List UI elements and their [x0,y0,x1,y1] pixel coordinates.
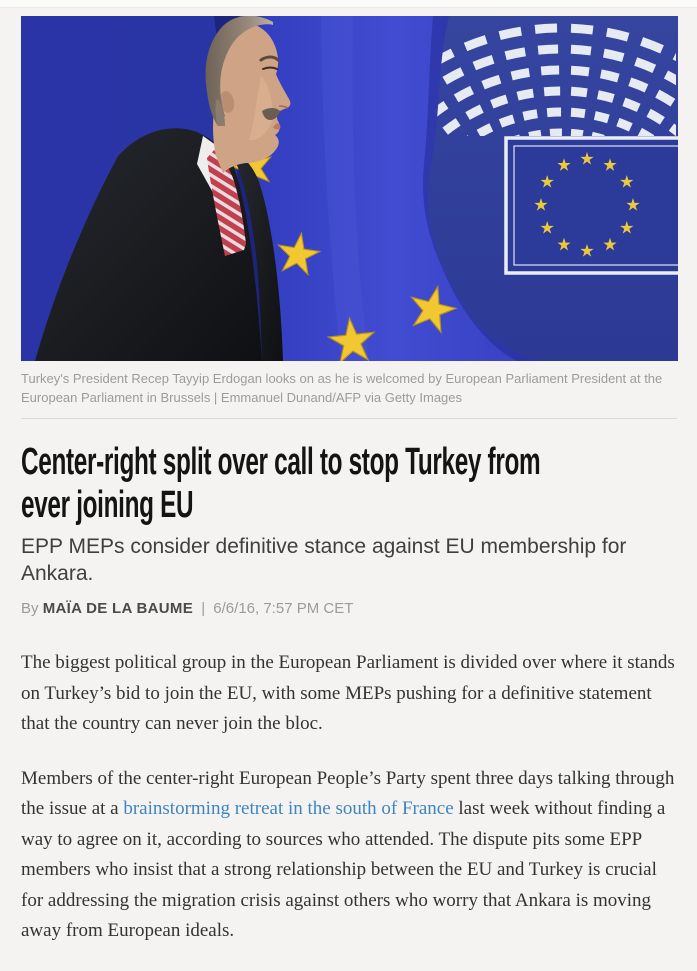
article-subhead [21,533,677,587]
byline-datetime: 6/6/16, 7:57 PM CET [213,600,354,617]
byline-separator: | [201,600,206,617]
hero-image [21,16,678,361]
article-body [21,648,677,947]
byline-prefix: By [21,600,39,617]
subhead-line-1: EPP MEPs consider definitive stance against EU membership for [21,535,627,558]
caption-divider [21,418,677,419]
retreat-link[interactable]: brainstorming retreat in the south of France [123,798,454,819]
byline [21,600,677,617]
subhead-line-2: Ankara. [21,562,94,585]
paragraph-2-after-link: last week without finding a way to agree on it, according to sources who attended. The dispute pits some EPP members who insist that a strong relationship between the EU and Turkey is crucial for addressing the migration crisis against others who worry that Ankara is moving away from European ideals. [21,798,666,941]
photo-caption: Turkey's President Recep Tayyip Erdogan looks on as he is welcomed by European Parliament President at the European Parliament in Brussels | Emmanuel Dunand/AFP via Getty Images [21,371,663,405]
page-top-strip [0,0,697,8]
paragraph-1: The biggest political group in the European Parliament is divided over where it stands on Turkey’s bid to join the EU, with some MEPs pushing for a definitive statement that the country can never join the bloc. [21,652,675,734]
article-headline [21,441,677,527]
paragraph-2-before-link: Members of the center-right European People’s Party spent three days talking through the issue at a [21,767,675,819]
byline-author[interactable]: MAÏA DE LA BAUME [42,600,194,617]
paragraph-2 [21,764,677,947]
ep-logo-box [506,138,678,273]
headline-line-2: ever joining EU [21,484,194,526]
headline-line-1: Center-right split over call to stop Turkey from [21,441,541,483]
